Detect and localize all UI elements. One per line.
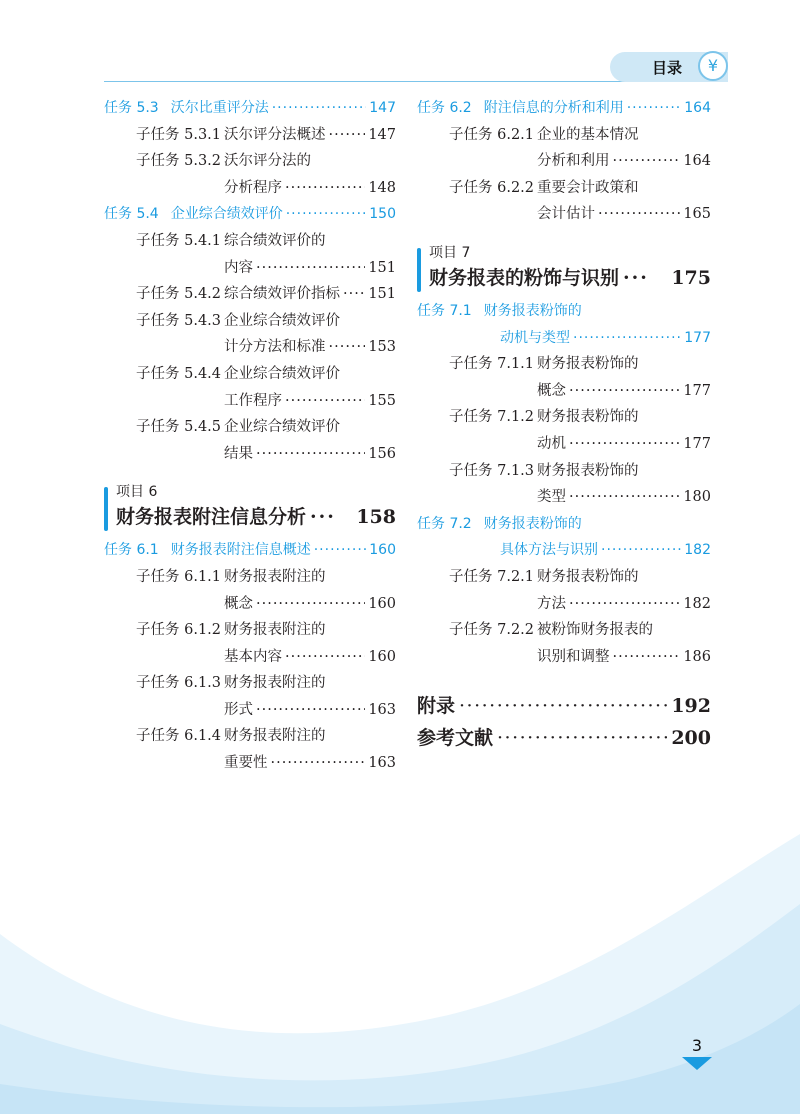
page-ref: 155: [368, 392, 396, 409]
toc-subtask-7-2-1[interactable]: 子任务 7.2.1 财务报表粉饰的: [449, 568, 639, 585]
decorative-wave: [0, 814, 800, 1114]
project-marker-bar: [417, 248, 421, 292]
page-ref: 182: [684, 542, 711, 559]
toc-left-column: [104, 95, 396, 777]
toc-subtask-5-4-4-cont[interactable]: 工作程序 ····· 155: [104, 388, 396, 415]
toc-subtask-7-2-2-cont[interactable]: 识别和调整 ····· 186: [417, 644, 711, 671]
toc-subtask-7-1-1[interactable]: 子任务 7.1.1 财务报表粉饰的: [449, 356, 639, 373]
toc-project-6[interactable]: [104, 481, 396, 531]
toc-subtask-5-4-1-cont[interactable]: 内容 ····· 151: [104, 255, 396, 282]
page-ref: 192: [671, 695, 711, 718]
page-ref: 160: [368, 648, 396, 665]
toc-subtask-5-4-3-cont[interactable]: 计分方法和标准 ····· 153: [104, 334, 396, 361]
toc-task-7-1[interactable]: 任务 7.1 财务报表粉饰的: [417, 302, 582, 319]
toc-subtask-5-4-5-cont[interactable]: 结果 ····· 156: [104, 441, 396, 468]
toc-subtask-5-3-2[interactable]: 子任务 5.3.2 沃尔评分法的: [136, 153, 311, 170]
toc-subtask-6-1-2[interactable]: 子任务 6.1.2 财务报表附注的: [136, 622, 326, 639]
toc-subtask-6-1-1[interactable]: 子任务 6.1.1 财务报表附注的: [136, 568, 326, 585]
page-ref: 151: [368, 286, 396, 303]
project-label: 项目 7: [429, 244, 471, 261]
toc-subtask-6-1-3[interactable]: 子任务 6.1.3 财务报表附注的: [136, 675, 326, 692]
toc-subtask-6-2-1-cont[interactable]: 分析和利用 ····· 164: [417, 148, 711, 175]
toc-task-6-2[interactable]: 任务 6.2 附注信息的分析和利用 ····· 164: [417, 95, 711, 122]
page-ref: 151: [368, 259, 396, 276]
toc-subtask-6-1-4[interactable]: 子任务 6.1.4 财务报表附注的: [136, 728, 326, 745]
page-title: 目录: [651, 59, 682, 77]
page-ref: 163: [368, 701, 396, 718]
page-ref: 153: [368, 339, 396, 356]
toc-subtask-6-1-3-cont[interactable]: 形式 ····· 163: [104, 697, 396, 724]
toc-subtask-7-2-1-cont[interactable]: 方法 ····· 182: [417, 591, 711, 618]
toc-subtask-6-2-2-cont[interactable]: 会计估计 ····· 165: [417, 201, 711, 228]
page-ref: 165: [683, 206, 711, 223]
toc-subtask-7-1-1-cont[interactable]: 概念 ····· 177: [417, 378, 711, 405]
toc-subtask-7-2-2[interactable]: 子任务 7.2.2 被粉饰财务报表的: [449, 622, 653, 639]
project-title: 财务报表的粉饰与识别: [429, 266, 620, 289]
toc-subtask-6-1-2-cont[interactable]: 基本内容 ····· 160: [104, 644, 396, 671]
toc-task-7-2-cont[interactable]: 具体方法与识别 ····· 182: [417, 537, 711, 564]
page-marker-triangle-icon: [682, 1057, 712, 1070]
header-rule: [104, 81, 706, 82]
page-ref: 186: [683, 648, 711, 665]
toc-subtask-5-4-5[interactable]: 子任务 5.4.5 企业综合绩效评价: [136, 419, 340, 436]
page-ref: 182: [683, 595, 711, 612]
page-ref: 160: [368, 595, 396, 612]
project-label: 项目 6: [116, 484, 158, 501]
toc-subtask-6-1-4-cont[interactable]: 重要性 ····· 163: [104, 750, 396, 777]
yen-icon: ¥: [698, 51, 728, 81]
page-ref: 200: [671, 727, 711, 750]
page-ref: 177: [683, 435, 711, 452]
toc-subtask-5-4-1[interactable]: 子任务 5.4.1 综合绩效评价的: [136, 232, 326, 249]
toc-subtask-7-1-2[interactable]: 子任务 7.1.2 财务报表粉饰的: [449, 409, 639, 426]
page-ref: 147: [369, 100, 396, 116]
page-ref: 163: [368, 755, 396, 772]
toc-subtask-7-1-3[interactable]: 子任务 7.1.3 财务报表粉饰的: [449, 462, 639, 479]
page-ref: 164: [684, 100, 711, 116]
toc-right-column: [417, 95, 711, 754]
toc-task-7-2[interactable]: 任务 7.2 财务报表粉饰的: [417, 515, 582, 532]
page-ref: 180: [683, 489, 711, 506]
toc-subtask-6-1-1-cont[interactable]: 概念 ····· 160: [104, 591, 396, 618]
project-marker-bar: [104, 487, 108, 531]
toc-appendix[interactable]: 附录 ····· 192: [417, 690, 711, 722]
toc-task-6-1[interactable]: 任务 6.1 财务报表附注信息概述 ····· 160: [104, 537, 396, 564]
toc-subtask-5-3-1[interactable]: 子任务 5.3.1 沃尔评分法概述 ····· 147: [104, 122, 396, 149]
page-ref: 150: [369, 206, 396, 223]
project-title: 财务报表附注信息分析: [116, 506, 307, 529]
toc-subtask-5-4-3[interactable]: 子任务 5.4.3 企业综合绩效评价: [136, 312, 340, 329]
toc-subtask-5-3-2-cont[interactable]: 分析程序 ····· 148: [104, 175, 396, 202]
toc-task-5-4[interactable]: 任务 5.4 企业综合绩效评价 ····· 150: [104, 201, 396, 228]
page-ref: 148: [368, 179, 396, 196]
toc-subtask-6-2-2[interactable]: 子任务 6.2.2 重要会计政策和: [449, 179, 639, 196]
toc-subtask-6-2-1[interactable]: 子任务 6.2.1 企业的基本情况: [449, 126, 639, 143]
toc-subtask-5-4-4[interactable]: 子任务 5.4.4 企业综合绩效评价: [136, 365, 340, 382]
toc-subtask-7-1-3-cont[interactable]: 类型 ····· 180: [417, 484, 711, 511]
page-ref: 160: [369, 542, 396, 559]
page-ref: 177: [683, 382, 711, 399]
page-number: 3: [691, 1036, 703, 1055]
page-ref: 164: [683, 153, 711, 170]
toc-project-7[interactable]: [417, 242, 711, 292]
page-ref: 156: [368, 445, 396, 462]
page-ref: 147: [368, 126, 396, 143]
page-ref: 158: [356, 506, 396, 529]
toc-task-7-1-cont[interactable]: 动机与类型 ····· 177: [417, 325, 711, 352]
toc-references[interactable]: 参考文献 ····· 200: [417, 722, 711, 754]
toc-subtask-7-1-2-cont[interactable]: 动机 ····· 177: [417, 431, 711, 458]
page-ref: 175: [671, 266, 711, 289]
page-ref: 177: [684, 329, 711, 346]
toc-task-5-3[interactable]: 任务 5.3 沃尔比重评分法 ····· 147: [104, 95, 396, 122]
toc-subtask-5-4-2[interactable]: 子任务 5.4.2 综合绩效评价指标 ····· 151: [104, 281, 396, 308]
